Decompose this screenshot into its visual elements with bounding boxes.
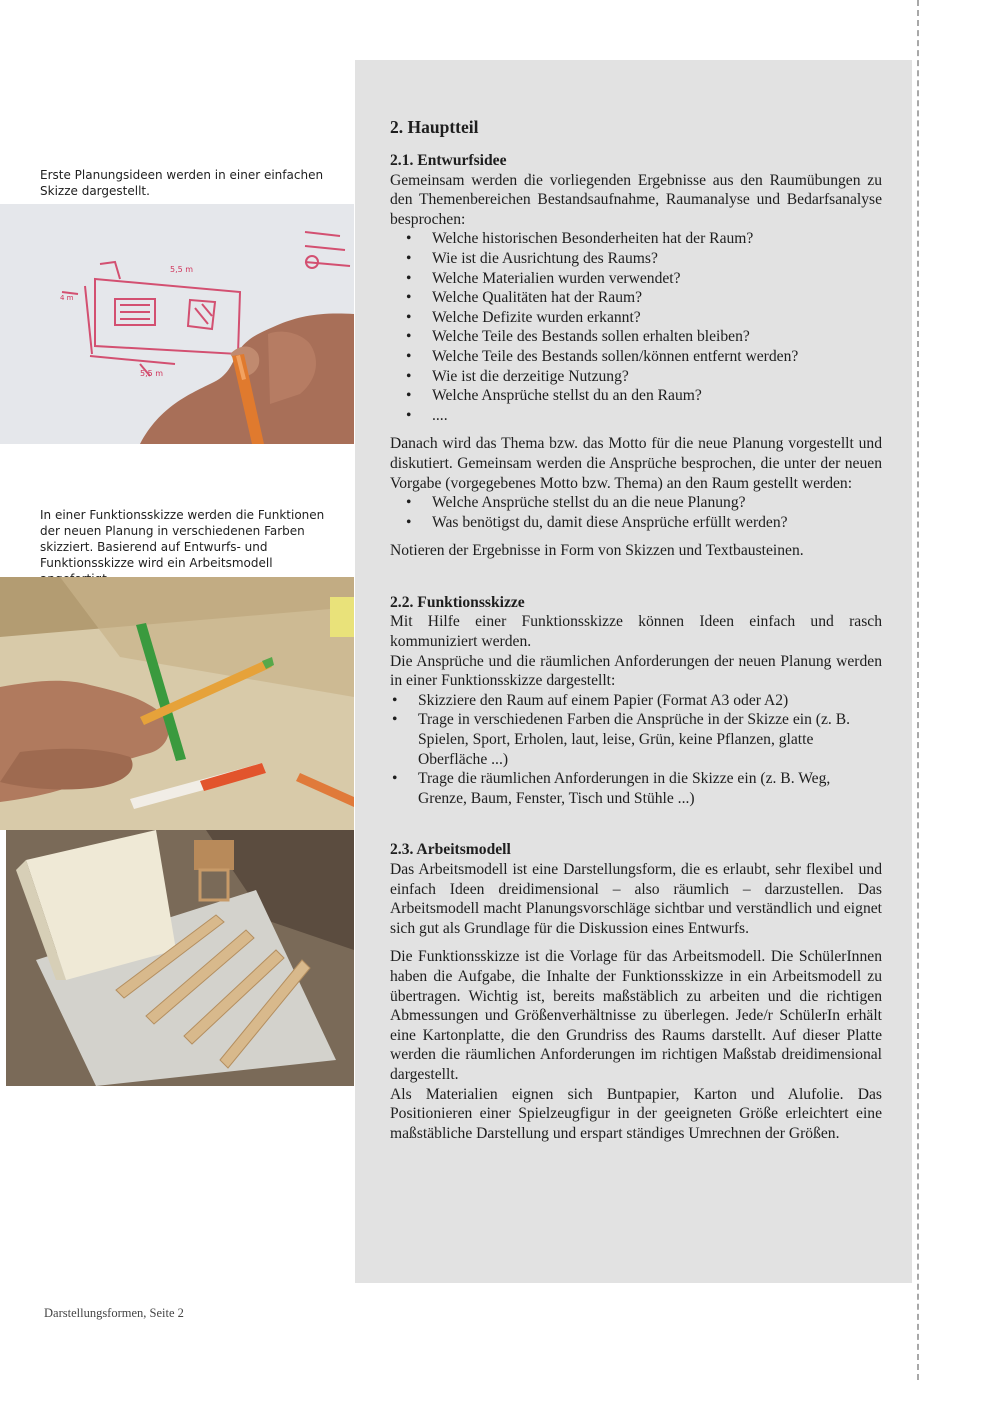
cut-line bbox=[917, 0, 919, 1380]
list-item: • .... bbox=[390, 406, 882, 426]
photo-working-model bbox=[6, 830, 354, 1086]
list-item: • Welche Defizite wurden erkannt? bbox=[390, 308, 882, 328]
section-title: 2. Hauptteil bbox=[390, 117, 479, 137]
sketch-dimension-left: 4 m bbox=[60, 294, 74, 302]
arbeitsmodell-para1: Das Arbeitsmodell ist eine Darstellungsform, die es erlaubt, sehr flexibel und einfach Ideen dreidimensional – also räumlich – darzustellen. Das Arbeitsmodell macht Planungsvorschläge sichtbar und verständlich und eignet sich gut als Grundlage für die Diskussion eines Entwurfs. bbox=[390, 861, 882, 937]
page-footer: Darstellungsformen, Seite 2 bbox=[44, 1306, 184, 1320]
list-item: • Welche Qualitäten hat der Raum? bbox=[390, 288, 882, 308]
list-item: • Trage in verschiedenen Farben die Ansprüche in der Skizze ein (z. B. Spielen, Sport, Erholen, laut, leise, Grün, keine Pflanzen, glatte Oberfläche ...) bbox=[390, 710, 882, 769]
list-item: • Trage die räumlichen Anforderungen in die Skizze ein (z. B. Weg, Grenze, Baum, Fenster, Tisch und Stühle ...) bbox=[390, 769, 882, 808]
entwurfsidee-intro: Gemeinsam werden die vorliegenden Ergebnisse aus den Raumübungen zu den Themenbereichen Bestandsaufnahme, Raumanalyse und Bedarfsanalyse besprochen: bbox=[390, 171, 882, 228]
caption-sketch: Erste Planungsideen werden in einer einfachen Skizze dargestellt. bbox=[40, 168, 324, 198]
sketch-dimension-bottom: 5,5 m bbox=[140, 369, 164, 378]
list-item: • Skizziere den Raum auf einem Papier (Format A3 oder A2) bbox=[390, 691, 882, 711]
question-list-1 bbox=[390, 229, 882, 425]
list-item: • Welche Ansprüche stellst du an die neue Planung? bbox=[390, 493, 882, 513]
list-item: • Welche Teile des Bestands sollen erhalten bleiben? bbox=[390, 327, 882, 347]
entwurfsidee-para2: Danach wird das Thema bzw. das Motto für die neue Planung vorgestellt und diskutiert. Gemeinsam werden die Ansprüche besprochen, die unter der neuen Vorgabe (vorgegebenes Motto bzw. Thema) an den Raum gestellt werden: bbox=[390, 435, 882, 492]
arbeitsmodell-para3: Als Materialien eignen sich Buntpapier, Karton und Alufolie. Das Positionieren einer Spielzeugfigur in der geeigneten Größe erleichtert eine maßstäbliche Darstellung und erspart ständiges Umrechnen der Größen. bbox=[390, 1085, 882, 1142]
photo-colored-pencils bbox=[0, 577, 354, 830]
task-list bbox=[390, 691, 882, 809]
question-list-2 bbox=[390, 493, 882, 532]
entwurfsidee-para3: Notieren der Ergebnisse in Form von Skizzen und Textbausteinen. bbox=[390, 542, 804, 560]
list-item: • Was benötigst du, damit diese Ansprüche erfüllt werden? bbox=[390, 513, 882, 533]
photo-sketch-drawing bbox=[0, 204, 354, 444]
list-item: • Welche Materialien wurden verwendet? bbox=[390, 269, 882, 289]
caption-function-sketch: In einer Funktionsskizze werden die Funktionen der neuen Planung in verschiedenen Farben skizziert. Basierend auf Entwurfs- und Funktionsskizze wird ein Arbeitsmodell bbox=[40, 508, 325, 570]
list-item: • Welche historischen Besonderheiten hat der Raum? bbox=[390, 229, 882, 249]
list-item: • Wie ist die Ausrichtung des Raums? bbox=[390, 249, 882, 269]
heading-entwurfsidee: 2.1. Entwurfsidee bbox=[390, 152, 507, 169]
main-content bbox=[390, 116, 882, 1143]
funktionsskizze-para2: Die Ansprüche und die räumlichen Anforderungen der neuen Planung werden in einer Funktionsskizze dargestellt: bbox=[390, 652, 882, 690]
heading-funktionsskizze: 2.2. Funktionsskizze bbox=[390, 593, 525, 611]
funktionsskizze-para1: Mit Hilfe einer Funktionsskizze können Ideen einfach und rasch kommuniziert werden. bbox=[390, 613, 882, 651]
sketch-dimension-top: 5,5 m bbox=[170, 265, 194, 274]
list-item: • Wie ist die derzeitige Nutzung? bbox=[390, 367, 882, 387]
heading-arbeitsmodell: 2.3. Arbeitsmodell bbox=[390, 841, 511, 859]
arbeitsmodell-para2: Die Funktionsskizze ist die Vorlage für das Arbeitsmodell. Die SchülerInnen haben die Aufgabe, die Inhalte der Funktionsskizze in ein Arbeitsmodell zu übertragen. Wichtig ist, bereits maßstäblich zu arbeiten und die richtigen Abmessungen und Größenverhältnisse zu überlegen. Jede/r SchülerIn erhält eine Kartonplatte, die den Grundriss des Raums darstellt. Auf dieser Platte werden die räumlichen Anforderungen im richtigen Maßstab dreidimensional dargestellt. bbox=[390, 948, 882, 1083]
list-item: • Welche Teile des Bestands sollen/können entfernt werden? bbox=[390, 347, 882, 367]
list-item: • Welche Ansprüche stellst du an den Raum? bbox=[390, 386, 882, 406]
